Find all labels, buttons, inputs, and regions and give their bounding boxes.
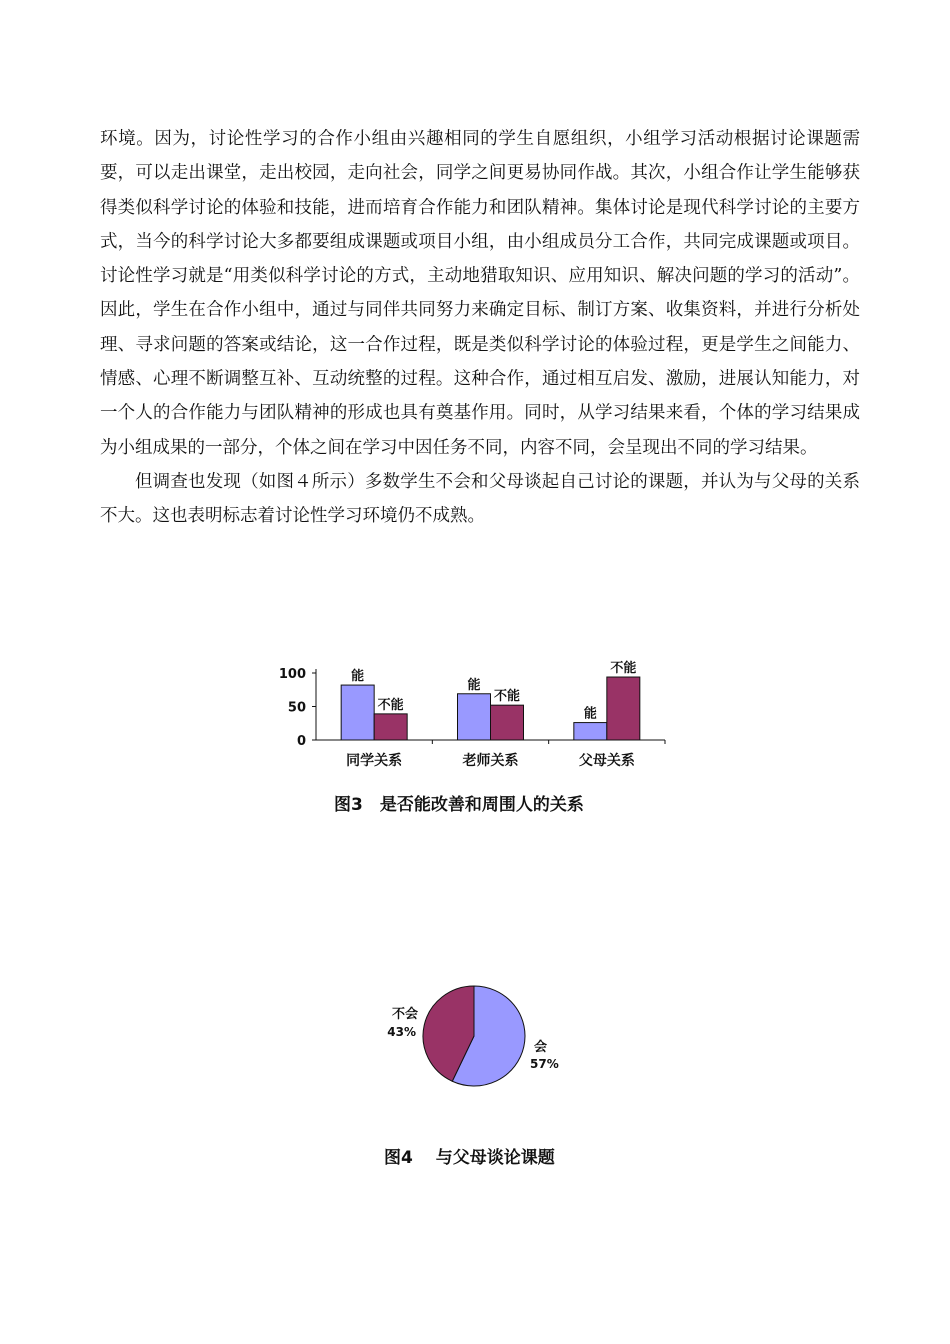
bar-no xyxy=(374,714,407,740)
x-category-label: 老师关系 xyxy=(462,753,519,769)
x-category-label: 父母关系 xyxy=(578,753,635,769)
pie-percent-label: 43% xyxy=(387,1025,416,1039)
bar-data-label: 不能 xyxy=(610,661,637,677)
bar-data-label: 能 xyxy=(583,706,597,722)
pie-label: 不会 xyxy=(391,1007,418,1022)
bar-chart xyxy=(270,645,680,775)
bar-no xyxy=(491,705,524,740)
bar-data-label: 不能 xyxy=(377,697,404,713)
bar-yes xyxy=(458,694,491,740)
pie-percent-label: 57% xyxy=(530,1057,559,1071)
figure-4-caption: 图4 与父母谈论课题 xyxy=(384,1148,555,1168)
figure-3-caption: 图3 是否能改善和周围人的关系 xyxy=(334,795,584,815)
body-paragraph: 但调查也发现（如图４所示）多数学生不会和父母谈起自己讨论的课题，并认为与父母的关系不大。这也表明标志着讨论性学习环境仍不成熟。 xyxy=(100,471,860,527)
body-paragraph: 环境。因为，讨论性学习的合作小组由兴趣相同的学生自愿组织，小组学习活动根据讨论课题需要，可以走出课堂，走出校园，走向社会，同学之间更易协同作战。其次，小组合作让学生能够获得类似科学讨论的体验和技能，进而培育合作能力和团队精神。集体讨论是现代科学讨论的主要方式，当今的科学讨论大多都要组成课题或项目小组，由小组成员分工合作，共同完成课题或项目。讨论性学习就是“用类似科学讨论的方式，主动地猎取知识、应用知识、解决问题的学习的活动”。因此，学生在合作小组中，通过与同伴共同努力来确定目标、制订方案、收集资料，并进行分析处理、寻求问题的答案或结论，这一合作过程，既是类似科学讨论的体验过程，更是学生之间能力、情感、心理不断调整互补、互动统整的过程。这种合作，通过相互启发、激励，进展认知能力，对一个人的合作能力与团队精神的形成也具有奠基作用。同时，从学习结果来看，个体的学习结果成为小组成果的一部分，个体之间在学习中因任务不同，内容不同，会呈现出不同的学习结果。 xyxy=(100,129,860,458)
bar-data-label: 能 xyxy=(351,669,365,685)
x-category-label: 同学关系 xyxy=(346,753,403,769)
y-tick-label: 0 xyxy=(296,734,306,749)
bar-no xyxy=(607,677,640,740)
bar-yes xyxy=(574,723,607,740)
y-tick-label: 100 xyxy=(278,667,306,682)
document-body xyxy=(100,122,860,534)
bar-data-label: 能 xyxy=(467,677,481,693)
pie-chart xyxy=(370,985,570,1095)
pie-label: 会 xyxy=(534,1040,548,1055)
bar-data-label: 不能 xyxy=(493,689,521,705)
y-tick-label: 50 xyxy=(287,700,306,716)
bar-yes xyxy=(341,685,374,740)
